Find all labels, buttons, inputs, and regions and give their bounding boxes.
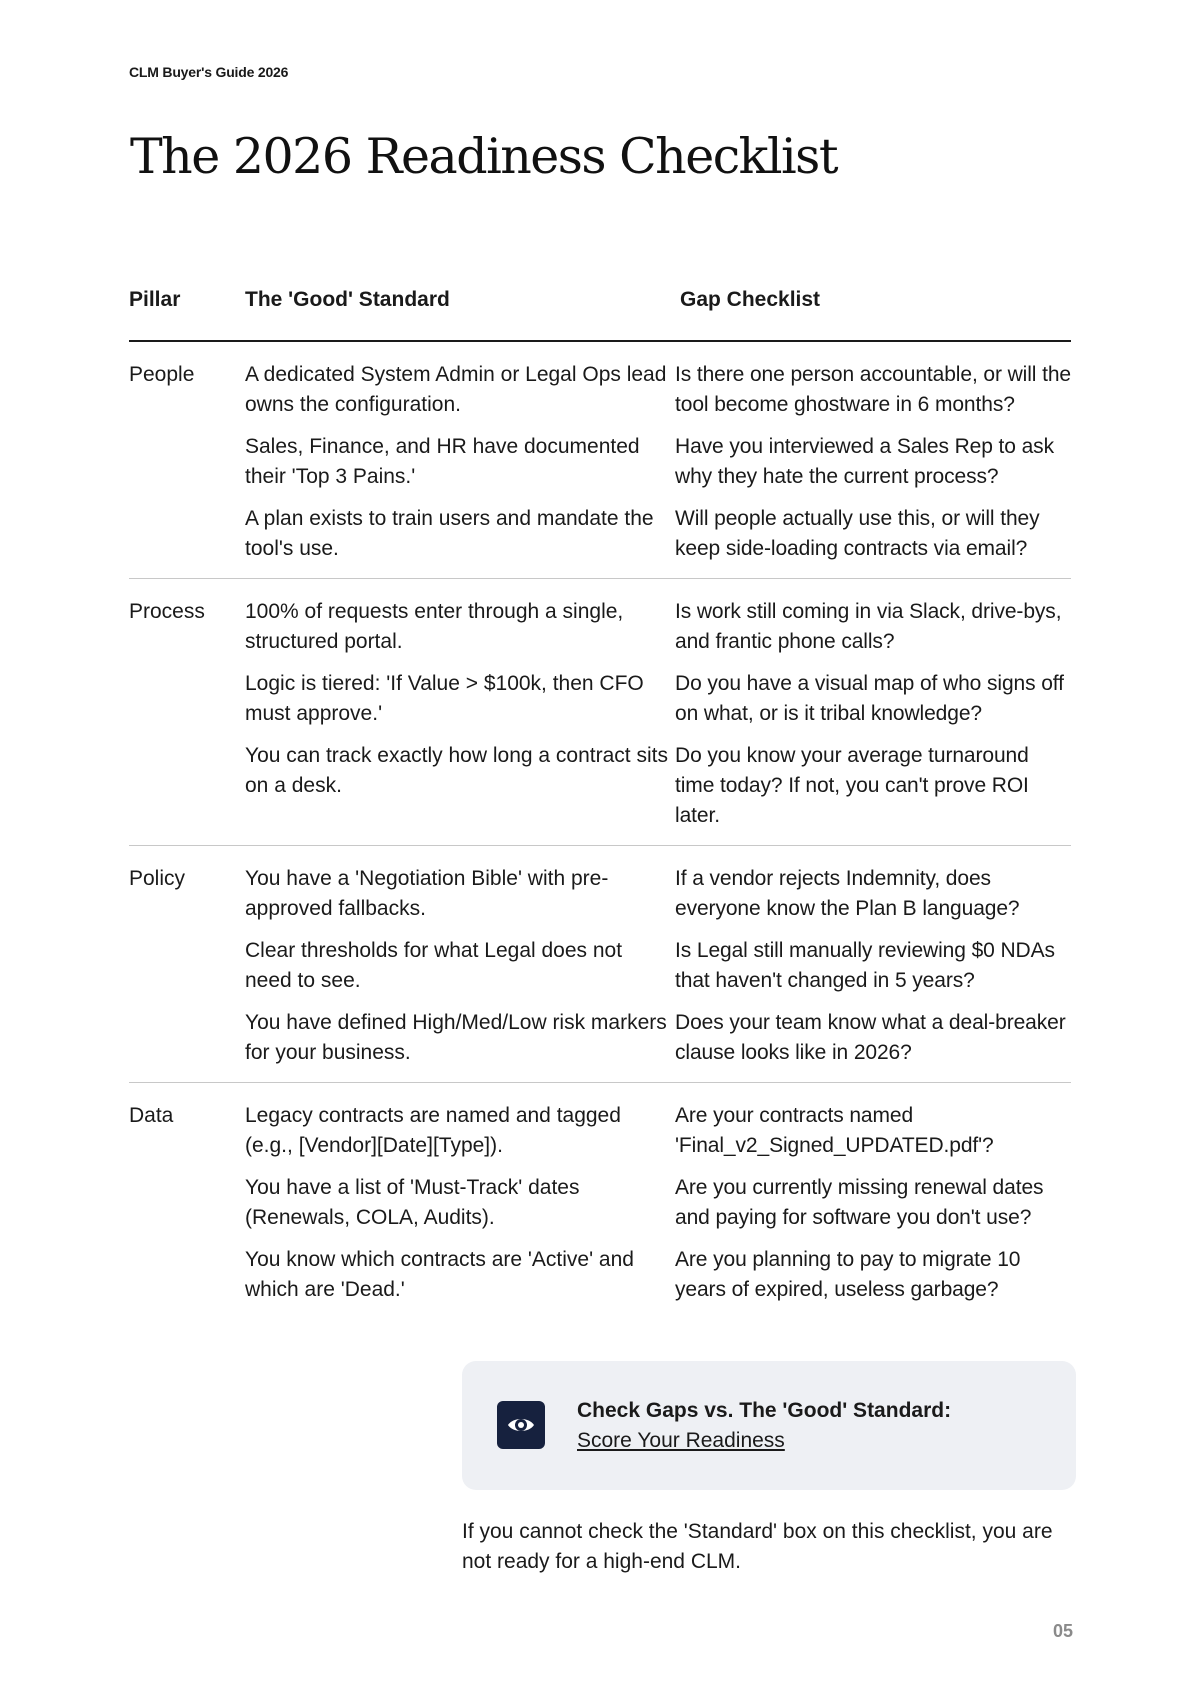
standard-cell: A plan exists to train users and mandate the tool's use. — [245, 507, 654, 560]
standard-cell: Clear thresholds for what Legal does not need to see. — [245, 939, 623, 992]
standard-cell: A dedicated System Admin or Legal Ops lead owns the configuration. — [245, 363, 667, 416]
table-row — [245, 504, 1071, 564]
table-row — [245, 936, 1071, 996]
table-row — [245, 864, 1071, 924]
gap-cell: Do you know your average turnaround time today? If not, you can't prove ROI later. — [675, 744, 1029, 827]
callout-title: Check Gaps vs. The 'Good' Standard: — [577, 1399, 952, 1422]
pillar-group-process — [129, 579, 1071, 846]
gap-cell: Is there one person accountable, or will the tool become ghostware in 6 months? — [675, 363, 1072, 416]
standard-cell: You can track exactly how long a contract sits on a desk. — [245, 744, 668, 797]
running-header: CLM Buyer's Guide 2026 — [129, 64, 289, 80]
standard-cell: Sales, Finance, and HR have documented their 'Top 3 Pains.' — [245, 435, 640, 488]
readiness-callout — [462, 1361, 1076, 1490]
standard-cell: You have a 'Negotiation Bible' with pre-approved fallbacks. — [245, 867, 609, 920]
table-row — [245, 669, 1071, 729]
gap-cell: Are your contracts named 'Final_v2_Signed_UPDATED.pdf'? — [675, 1104, 994, 1157]
footnote: If you cannot check the 'Standard' box on this checklist, you are not ready for a high-end CLM. — [462, 1520, 1053, 1573]
table-row — [245, 1173, 1071, 1233]
gap-cell: Is work still coming in via Slack, drive-bys, and frantic phone calls? — [675, 600, 1062, 653]
eye-icon — [497, 1401, 545, 1449]
standard-cell: You have defined High/Med/Low risk markers for your business. — [245, 1011, 667, 1064]
gap-cell: If a vendor rejects Indemnity, does everyone know the Plan B language? — [675, 867, 1020, 920]
pillar-label: People — [129, 363, 195, 386]
column-header-standard: The 'Good' Standard — [245, 288, 450, 311]
gap-cell: Have you interviewed a Sales Rep to ask why they hate the current process? — [675, 435, 1054, 488]
standard-cell: Legacy contracts are named and tagged (e.g., [Vendor][Date][Type]). — [245, 1104, 621, 1157]
column-header-pillar: Pillar — [129, 288, 181, 311]
table-row — [245, 1245, 1071, 1305]
table-header — [129, 282, 1071, 342]
table-row — [245, 1101, 1071, 1161]
table-row — [245, 741, 1071, 831]
gap-cell: Does your team know what a deal-breaker clause looks like in 2026? — [675, 1011, 1066, 1064]
pillar-group-people — [129, 342, 1071, 579]
table-row — [245, 360, 1071, 420]
pillar-group-data — [129, 1083, 1071, 1319]
gap-cell: Is Legal still manually reviewing $0 NDAs that haven't changed in 5 years? — [675, 939, 1055, 992]
pillar-label: Policy — [129, 867, 186, 890]
table-row — [245, 432, 1071, 492]
gap-cell: Are you planning to pay to migrate 10 years of expired, useless garbage? — [675, 1248, 1021, 1301]
pillar-label: Process — [129, 600, 205, 623]
pillar-group-policy — [129, 846, 1071, 1083]
score-readiness-link[interactable]: Score Your Readiness — [577, 1429, 785, 1452]
pillar-label: Data — [129, 1104, 174, 1127]
table-row — [245, 597, 1071, 657]
gap-cell: Will people actually use this, or will they keep side-loading contracts via email? — [675, 507, 1040, 560]
page-title: The 2026 Readiness Checklist — [130, 128, 838, 185]
standard-cell: Logic is tiered: 'If Value > $100k, then CFO must approve.' — [245, 672, 644, 725]
standard-cell: You have a list of 'Must-Track' dates (Renewals, COLA, Audits). — [245, 1176, 580, 1229]
gap-cell: Are you currently missing renewal dates and paying for software you don't use? — [675, 1176, 1044, 1229]
gap-cell: Do you have a visual map of who signs off on what, or is it tribal knowledge? — [675, 672, 1064, 725]
page-number: 05 — [1053, 1621, 1074, 1641]
column-header-gap: Gap Checklist — [680, 288, 821, 311]
readiness-table — [129, 282, 1071, 1319]
standard-cell: 100% of requests enter through a single, structured portal. — [245, 600, 624, 653]
table-row — [245, 1008, 1071, 1068]
standard-cell: You know which contracts are 'Active' and which are 'Dead.' — [245, 1248, 634, 1301]
